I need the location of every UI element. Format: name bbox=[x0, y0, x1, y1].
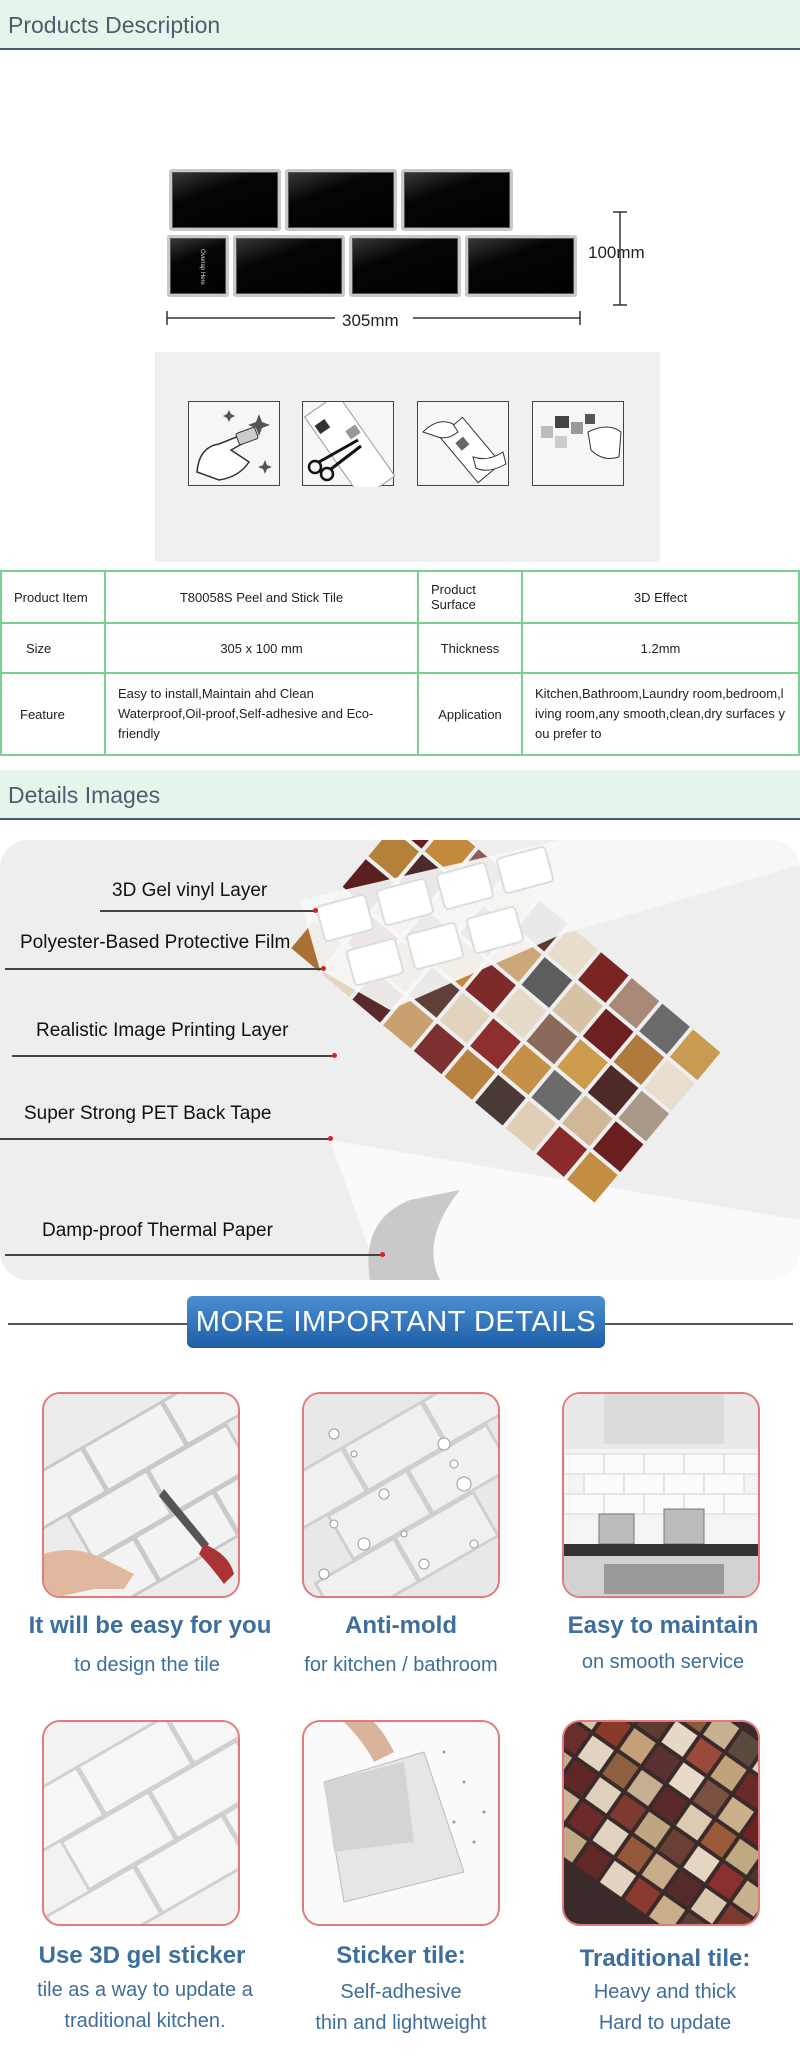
layer-pointer-line bbox=[0, 1138, 330, 1140]
spec-value: 305 x 100 mm bbox=[105, 623, 418, 673]
divider-line bbox=[600, 1323, 793, 1325]
spec-value: 3D Effect bbox=[522, 571, 799, 623]
spec-value: Easy to install,Maintain ahd Clean Waterproof,Oil-proof,Self-adhesive and Eco-friendly bbox=[105, 673, 418, 755]
layer-label: Super Strong PET Back Tape bbox=[24, 1103, 272, 1124]
table-row bbox=[1, 571, 799, 623]
detail-image-cutting bbox=[42, 1392, 240, 1598]
detail-title: Easy to maintain bbox=[567, 1612, 759, 1639]
detail-subtitle: to design the tile bbox=[74, 1654, 220, 1676]
detail-subtitle: on smooth service bbox=[581, 1651, 745, 1673]
spec-label: Product Surface bbox=[418, 571, 522, 623]
tile-layers-diagram bbox=[0, 840, 800, 1280]
detail-subtitle: Heavy and thick bbox=[593, 1981, 737, 2003]
layer-pointer-dot bbox=[380, 1252, 385, 1257]
section-title: Products Description bbox=[8, 12, 221, 38]
detail-image-gel-sticker bbox=[42, 1720, 240, 1926]
tile-dimension-figure bbox=[165, 165, 665, 345]
step-clean-icon bbox=[188, 401, 280, 486]
layer-label: Realistic Image Printing Layer bbox=[36, 1020, 289, 1041]
detail-title: Sticker tile: bbox=[336, 1942, 466, 1969]
layer-pointer-dot bbox=[332, 1053, 337, 1058]
detail-subtitle: Self-adhesive bbox=[340, 1981, 462, 2003]
detail-subtitle: tile as a way to update a bbox=[37, 1979, 253, 2001]
overlap-tile-piece bbox=[167, 235, 229, 297]
detail-subtitle: for kitchen / bathroom bbox=[304, 1654, 498, 1676]
detail-subtitle: thin and lightweight bbox=[315, 2012, 487, 2034]
overlap-label: Overlap Here bbox=[198, 249, 205, 285]
detail-image-kitchen bbox=[562, 1392, 760, 1598]
detail-subtitle: Hard to update bbox=[598, 2012, 732, 2034]
detail-image-sticker-peel bbox=[302, 1720, 500, 1926]
spec-value: 1.2mm bbox=[522, 623, 799, 673]
spec-label: Thickness bbox=[418, 623, 522, 673]
divider-line bbox=[8, 1323, 193, 1325]
spec-label: Product Item bbox=[1, 571, 105, 623]
tile-piece bbox=[401, 169, 513, 231]
layers-illustration bbox=[0, 840, 800, 1280]
detail-subtitle: traditional kitchen. bbox=[64, 2010, 226, 2032]
detail-title: Use 3D gel sticker bbox=[38, 1942, 246, 1969]
table-row bbox=[1, 623, 799, 673]
layer-pointer-dot bbox=[321, 966, 326, 971]
step-peel-icon bbox=[417, 401, 509, 486]
step-stick-icon bbox=[532, 401, 624, 486]
layer-label: 3D Gel vinyl Layer bbox=[112, 880, 268, 901]
installation-steps-panel bbox=[155, 352, 660, 562]
height-label: 100mm bbox=[588, 243, 645, 262]
spec-label: Application bbox=[418, 673, 522, 755]
layer-pointer-dot bbox=[328, 1136, 333, 1141]
width-label: 305mm bbox=[342, 311, 399, 330]
layer-pointer-line bbox=[12, 1055, 334, 1057]
detail-title: It will be easy for you bbox=[28, 1612, 272, 1639]
layer-pointer-dot bbox=[313, 908, 318, 913]
spec-value: T80058S Peel and Stick Tile bbox=[105, 571, 418, 623]
layer-label: Damp-proof Thermal Paper bbox=[42, 1220, 273, 1241]
layer-pointer-line bbox=[5, 1254, 385, 1256]
tile-piece bbox=[465, 235, 577, 297]
details-images-header bbox=[0, 770, 800, 820]
spec-label: Feature bbox=[1, 673, 105, 755]
detail-title: Traditional tile: bbox=[579, 1945, 751, 1972]
spec-value: Kitchen,Bathroom,Laundry room,bedroom,living room,any smooth,clean,dry surfaces you prefer to bbox=[522, 673, 799, 755]
detail-image-traditional-tile bbox=[562, 1720, 760, 1926]
tile-piece bbox=[169, 169, 281, 231]
layer-pointer-line bbox=[5, 968, 323, 970]
table-row bbox=[1, 673, 799, 755]
tile-piece bbox=[285, 169, 397, 231]
spec-table bbox=[0, 570, 800, 756]
step-cut-icon bbox=[302, 401, 394, 486]
detail-image-water-droplets bbox=[302, 1392, 500, 1598]
more-details-banner: MORE IMPORTANT DETAILS bbox=[187, 1296, 605, 1348]
layer-pointer-line bbox=[100, 910, 315, 912]
section-title: Details Images bbox=[8, 782, 161, 808]
layer-label: Polyester-Based Protective Film bbox=[20, 932, 291, 953]
tile-piece bbox=[233, 235, 345, 297]
detail-title: Anti-mold bbox=[345, 1612, 457, 1639]
tile-piece bbox=[349, 235, 461, 297]
spec-label: Size bbox=[1, 623, 105, 673]
products-description-header bbox=[0, 0, 800, 50]
